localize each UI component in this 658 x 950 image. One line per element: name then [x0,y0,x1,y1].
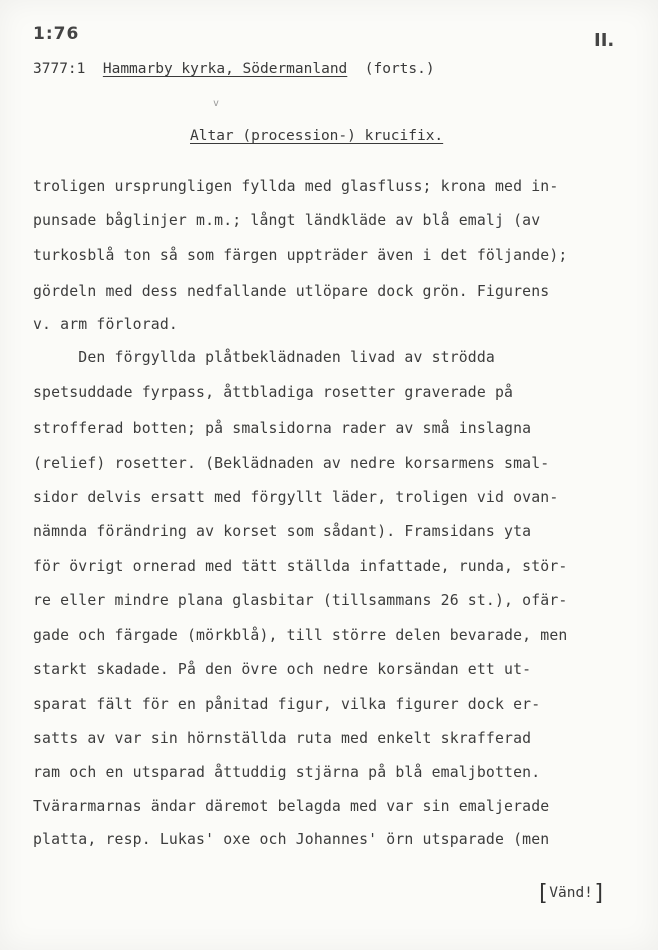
body-line: spetsuddade fyrpass, åttbladiga rosetter graverade på [33,384,514,401]
body-line: (relief) rosetter. (Beklädnaden av nedre korsarmens smal- [33,455,550,472]
body-line: troligen ursprungligen fyllda med glasfluss; krona med in- [33,178,559,195]
tick-mark: v [213,98,220,109]
body-line: v. arm förlorad. [33,316,178,333]
body-line: sidor delvis ersatt med förgyllt läder, troligen vid ovan- [33,489,559,506]
body-line: re eller mindre plana glasbitar (tillsammans 26 st.), ofär- [33,592,568,609]
body-line: punsade båglinjer m.m.; långt ländkläde av blå emalj (av [33,212,541,229]
body-line: gördeln med dess nedfallande utlöpare dock grön. Figurens [33,283,550,300]
body-line: satts av var sin hörnställda ruta med enkelt skrafferad [33,730,532,747]
catalog-number: 3777:1 [33,61,86,77]
header [33,61,435,77]
turn-page-label: Vänd! [549,885,593,901]
turn-page-note [536,881,606,906]
body-line: Tvärarmarnas ändar däremot belagda med var sin emaljerade [33,798,550,815]
object-subtitle: Altar (procession-) krucifix. [190,128,444,144]
page-number: II. [594,30,615,51]
body-line: ram och en utsparad åttuddig stjärna på blå emaljbotten. [33,764,541,781]
body-line: gade och färgade (mörkblå), till större delen bevarade, men [33,627,568,644]
body-line: turkosblå ton så som färgen uppträder även i det följande); [33,247,568,264]
body-line: Den förgyllda plåtbeklädnaden livad av strödda [33,349,495,366]
body-line: platta, resp. Lukas' oxe och Johannes' örn utsparade (men [33,831,550,848]
corner-handwritten-mark: 1:76 [33,24,80,44]
body-line: nämnda förändring av korset som sådant). Framsidans yta [33,523,532,540]
body-line: starkt skadade. På den övre och nedre korsändan ett ut- [33,661,532,678]
body-line: för övrigt ornerad med tätt ställda infattade, runda, stör- [33,558,568,575]
bracket-right-glyph: ] [592,881,607,906]
body-line: strofferad botten; på smalsidorna rader av små inslagna [33,420,532,437]
location-title: Hammarby kyrka, Södermanland [102,61,348,77]
continuation-note: (forts.) [364,61,435,77]
bracket-left-glyph: [ [536,881,550,906]
body-line: sparat fält för en pånitad figur, vilka figurer dock er- [33,696,541,713]
